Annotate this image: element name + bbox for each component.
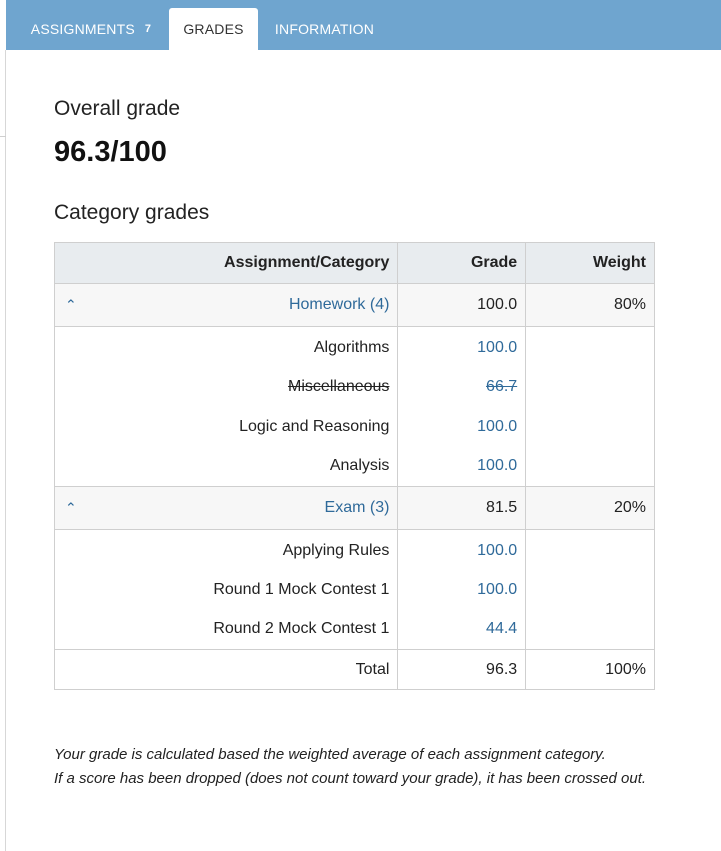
category-weight: 20%: [526, 487, 655, 530]
table-row: [55, 610, 655, 650]
category-row-homework: [55, 284, 655, 327]
category-name-cell: [55, 487, 398, 530]
empty-weight-cell: [526, 610, 655, 650]
tab-information[interactable]: [262, 8, 387, 50]
tab-information-label: INFORMATION: [274, 21, 375, 37]
assignment-grade-link[interactable]: 100.0: [398, 570, 526, 610]
tab-bar: [6, 0, 721, 50]
tab-assignments-label: ASSIGNMENTS: [30, 21, 135, 37]
total-weight: 100%: [526, 650, 655, 690]
total-grade: 96.3: [398, 650, 526, 690]
assignment-name: Logic and Reasoning: [55, 407, 398, 447]
left-border-mark: [0, 136, 6, 137]
collapse-chevron-up-icon[interactable]: ⌃: [65, 296, 77, 313]
category-grades-heading: Category grades: [54, 201, 210, 224]
assignment-name: Applying Rules: [55, 530, 398, 570]
table-header-row: [55, 243, 655, 284]
tab-grades[interactable]: [169, 8, 258, 50]
category-homework-link[interactable]: Homework (4): [288, 296, 390, 313]
table-row: [55, 530, 655, 570]
category-weight: 80%: [526, 284, 655, 327]
assignment-grade-link[interactable]: 100.0: [398, 327, 526, 367]
category-name-cell: [55, 284, 398, 327]
empty-weight-cell: [526, 570, 655, 610]
assignment-name-dropped: Miscellaneous: [55, 367, 398, 407]
assignment-grade-link[interactable]: 100.0: [398, 447, 526, 487]
assignments-count-badge: 7: [144, 23, 152, 35]
grading-note-line-1: Your grade is calculated based the weighted average of each assignment category.: [54, 746, 606, 763]
assignment-name: Analysis: [55, 447, 398, 487]
assignment-grade-link[interactable]: 100.0: [398, 407, 526, 447]
collapse-chevron-up-icon[interactable]: ⌃: [65, 499, 77, 516]
column-header-weight: Weight: [526, 243, 655, 284]
assignment-grade-link[interactable]: 44.4: [398, 610, 526, 650]
category-grade: 100.0: [398, 284, 526, 327]
empty-weight-cell: [526, 367, 655, 407]
table-row: [55, 367, 655, 407]
category-exam-link[interactable]: Exam (3): [324, 499, 390, 516]
total-label: Total: [55, 650, 398, 690]
overall-grade-value: 96.3/100: [54, 136, 167, 168]
total-row: [55, 650, 655, 690]
column-header-grade: Grade: [398, 243, 526, 284]
grading-note: [54, 743, 704, 791]
category-row-exam: [55, 487, 655, 530]
left-border: [0, 50, 6, 851]
assignment-name: Round 2 Mock Contest 1: [55, 610, 398, 650]
grading-note-line-2: If a score has been dropped (does not count toward your grade), it has been crossed out.: [54, 770, 647, 787]
assignment-grade-link-dropped[interactable]: 66.7: [398, 367, 526, 407]
assignment-name: Round 1 Mock Contest 1: [55, 570, 398, 610]
assignment-name: Algorithms: [55, 327, 398, 367]
table-row: [55, 407, 655, 447]
table-row: [55, 447, 655, 487]
empty-weight-cell: [526, 530, 655, 570]
overall-grade-label: Overall grade: [54, 97, 181, 120]
table-row: [55, 327, 655, 367]
assignment-grade-link[interactable]: 100.0: [398, 530, 526, 570]
category-grades-table: [54, 242, 655, 690]
empty-weight-cell: [526, 407, 655, 447]
empty-weight-cell: [526, 447, 655, 487]
category-grade: 81.5: [398, 487, 526, 530]
table-row: [55, 570, 655, 610]
empty-weight-cell: [526, 327, 655, 367]
column-header-assignment: Assignment/Category: [55, 243, 398, 284]
tab-assignments[interactable]: [16, 8, 166, 50]
tab-grades-label: GRADES: [183, 21, 244, 37]
